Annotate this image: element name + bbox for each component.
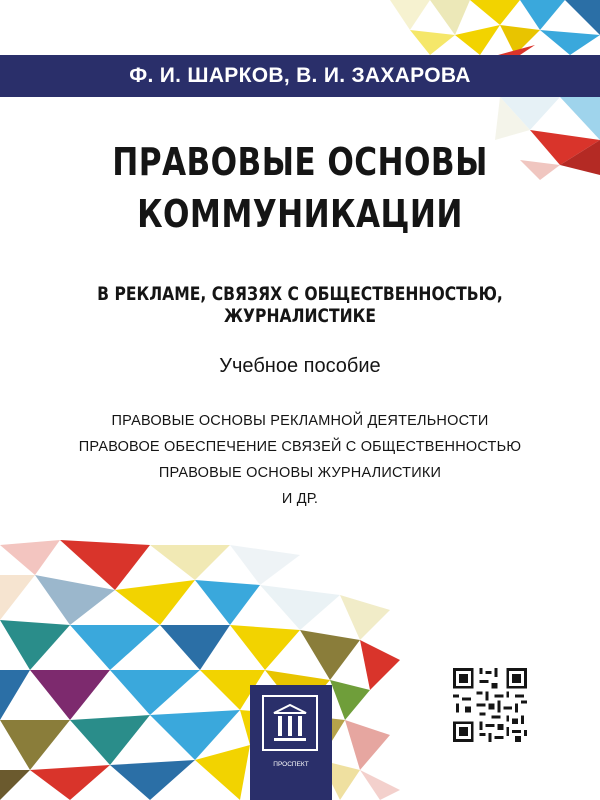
topic-item: ПРАВОВЫЕ ОСНОВЫ ЖУРНАЛИСТИКИ: [158, 465, 442, 481]
publisher-emblem-icon: [262, 695, 318, 751]
genre-label: Учебное пособие: [219, 355, 381, 377]
title-line-2: КОММУНИКАЦИИ: [137, 192, 463, 236]
publisher-name: ПРОСПЕКТ: [273, 761, 309, 768]
subtitle-line-1: В РЕКЛАМЕ, СВЯЗЯХ С ОБЩЕСТВЕННОСТЬЮ,: [97, 283, 503, 305]
title-line-1: ПРАВОВЫЕ ОСНОВЫ: [112, 140, 488, 184]
topic-item: И ДР.: [281, 491, 319, 507]
qr-code: [453, 668, 527, 742]
bottom-left-polygons: [0, 540, 400, 800]
topic-item: ПРАВОВОЕ ОБЕСПЕЧЕНИЕ СВЯЗЕЙ С ОБЩЕСТВЕННОСТЬЮ: [78, 439, 522, 455]
author-band: [0, 55, 600, 97]
topic-item: ПРАВОВЫЕ ОСНОВЫ РЕКЛАМНОЙ ДЕЯТЕЛЬНОСТИ: [111, 413, 489, 429]
publisher-logo: [250, 685, 332, 800]
subtitle-line-2: ЖУРНАЛИСТИКЕ: [223, 305, 377, 327]
authors: Ф. И. ШАРКОВ, В. И. ЗАХАРОВА: [129, 64, 471, 87]
